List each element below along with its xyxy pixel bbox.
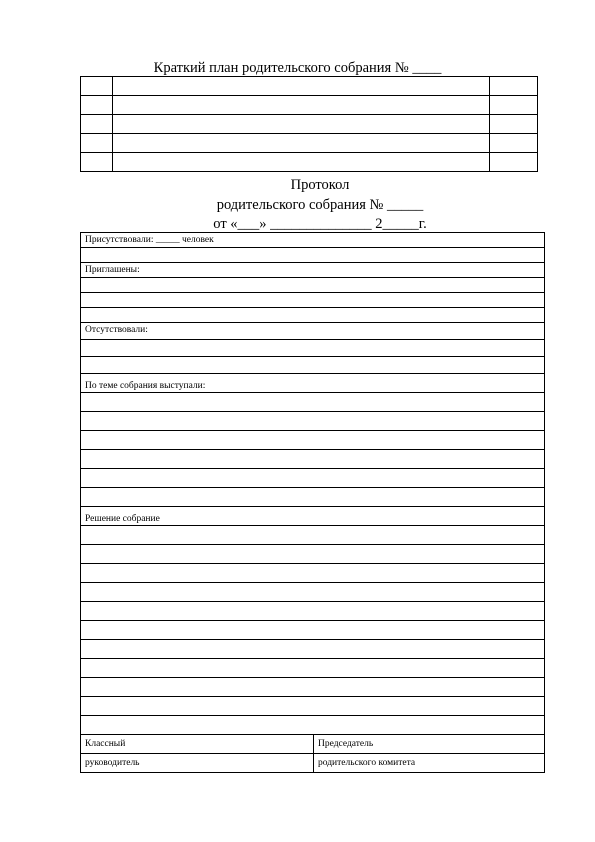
plan-cell [113, 77, 490, 96]
blank-line[interactable] [81, 357, 545, 374]
signature-right-label: родительского комитета [314, 754, 545, 773]
blank-line-row [81, 678, 545, 697]
blank-line[interactable] [81, 621, 545, 640]
plan-row [81, 134, 538, 153]
blank-line[interactable] [81, 697, 545, 716]
blank-line[interactable] [81, 450, 545, 469]
blank-line[interactable] [81, 488, 545, 507]
section-label: Приглашены: [81, 263, 545, 278]
blank-line-row [81, 412, 545, 431]
plan-cell [490, 153, 538, 172]
blank-line[interactable] [81, 340, 545, 357]
plan-cell [113, 153, 490, 172]
signature-row [81, 754, 545, 773]
signature-row [81, 735, 545, 754]
signature-right-label: Председатель [314, 735, 545, 754]
blank-line[interactable] [81, 393, 545, 412]
blank-line-row [81, 308, 545, 323]
plan-cell [113, 134, 490, 153]
blank-line-row [81, 431, 545, 450]
plan-cell [81, 77, 113, 96]
protocol-table [80, 232, 545, 735]
protocol-subtitle: родительского собрания № _____ [216, 196, 424, 213]
signature-left-label: руководитель [81, 754, 314, 773]
blank-line[interactable] [81, 659, 545, 678]
blank-line-row [81, 640, 545, 659]
blank-line-row [81, 526, 545, 545]
plan-cell [113, 96, 490, 115]
blank-line[interactable] [81, 412, 545, 431]
plan-row [81, 153, 538, 172]
blank-line[interactable] [81, 545, 545, 564]
section-label-row [81, 507, 545, 526]
plan-title: Краткий план родительского собрания № ____ [153, 60, 442, 76]
blank-line-row [81, 564, 545, 583]
plan-cell [490, 134, 538, 153]
blank-line-row [81, 716, 545, 735]
plan-cell [490, 77, 538, 96]
section-label-row [81, 233, 545, 248]
blank-line[interactable] [81, 564, 545, 583]
signature-left-label: Классный [81, 735, 314, 754]
plan-cell [490, 96, 538, 115]
protocol-title: Протокол [290, 177, 350, 193]
blank-line[interactable] [81, 640, 545, 659]
plan-cell [81, 96, 113, 115]
signature-table [80, 734, 545, 773]
plan-cell [81, 115, 113, 134]
section-label-row [81, 374, 545, 393]
blank-line[interactable] [81, 293, 545, 308]
section-label: По теме собрания выступали: [81, 374, 545, 393]
blank-line-row [81, 293, 545, 308]
blank-line-row [81, 488, 545, 507]
blank-line-row [81, 450, 545, 469]
blank-line-row [81, 545, 545, 564]
section-label-row [81, 323, 545, 340]
section-label: Отсутствовали: [81, 323, 545, 340]
blank-line-row [81, 393, 545, 412]
blank-line-row [81, 469, 545, 488]
protocol-date-line: от «___» ______________ 2_____г. [213, 216, 427, 232]
plan-row [81, 96, 538, 115]
blank-line[interactable] [81, 583, 545, 602]
blank-line-row [81, 621, 545, 640]
blank-line[interactable] [81, 278, 545, 293]
plan-row [81, 77, 538, 96]
blank-line-row [81, 278, 545, 293]
section-label: Решение собрание [81, 507, 545, 526]
section-label-row [81, 263, 545, 278]
blank-line[interactable] [81, 602, 545, 621]
plan-row [81, 115, 538, 134]
blank-line[interactable] [81, 248, 545, 263]
plan-cell [490, 115, 538, 134]
blank-line[interactable] [81, 526, 545, 545]
blank-line-row [81, 248, 545, 263]
blank-line[interactable] [81, 431, 545, 450]
blank-line-row [81, 583, 545, 602]
blank-line-row [81, 697, 545, 716]
blank-line[interactable] [81, 716, 545, 735]
plan-cell [113, 115, 490, 134]
plan-cell [81, 134, 113, 153]
blank-line[interactable] [81, 469, 545, 488]
blank-line-row [81, 340, 545, 357]
blank-line-row [81, 602, 545, 621]
plan-table [80, 76, 538, 172]
blank-line-row [81, 659, 545, 678]
blank-line-row [81, 357, 545, 374]
blank-line[interactable] [81, 678, 545, 697]
section-label: Присутствовали: _____ человек [81, 233, 545, 248]
blank-line[interactable] [81, 308, 545, 323]
plan-cell [81, 153, 113, 172]
protocol-header [0, 176, 595, 235]
